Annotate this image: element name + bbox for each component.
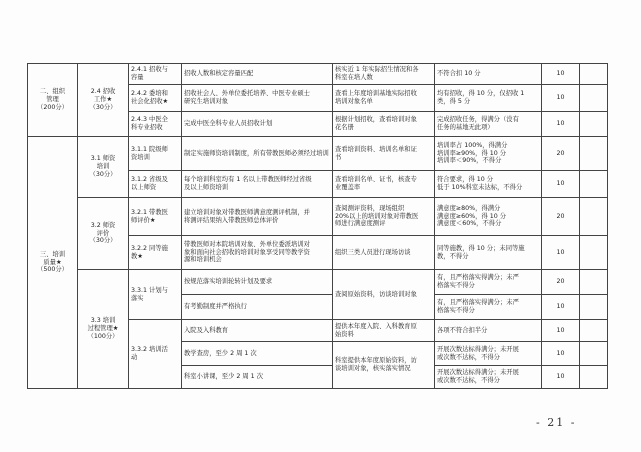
standard-text: 完成招收任务，得满分（没有 任务的基地无此项） (435, 112, 542, 137)
method-text: 根据计划招收，查看培训对象 花名册 (333, 112, 435, 137)
standard-text: 开展次数达标得满分；未开展 或次数不达标，不得分 (435, 366, 542, 389)
method-text: 查看培训名单、证书，核查专 业覆盖率 (333, 171, 435, 198)
score-value: 10 (542, 320, 580, 342)
item-name: 2.4.2 委培和 社会化招收★ (129, 85, 182, 112)
item-name: 3.1.2 省级及 以上师资 (129, 171, 182, 198)
score-value: 10 (542, 342, 580, 366)
score-value: 10 (542, 85, 580, 112)
standard-text: 均有招收，得 10 分，仅招收 1 类，得 5 分 (435, 85, 542, 112)
item-name: 3.2.1 带教医 师评价★ (129, 198, 182, 236)
requirement-text: 建立培训对象对带教医师满意度测评机制，并 将测评结果纳入带教医师总体评价 (182, 198, 333, 236)
standard-text: 各项不符合扣半分 (435, 320, 542, 342)
empty-cell (580, 198, 608, 236)
table-row (28, 198, 608, 236)
table-row (28, 64, 608, 85)
method-text: 查看培训资料、培训名单和证 书 (333, 137, 435, 171)
score-value: 20 (542, 137, 580, 171)
score-value: 10 (542, 171, 580, 198)
empty-cell (580, 112, 608, 137)
empty-cell (580, 236, 608, 270)
score-value: 10 (542, 112, 580, 137)
subcategory-teacher-evaluation: 3.2 师资 评价 （30分） (78, 198, 129, 270)
standard-text: 有，且严格落实得满分；未严 格落实不得分 (435, 270, 542, 295)
category-organization: 二、组织 管理 （200分） (28, 64, 78, 137)
empty-cell (580, 85, 608, 112)
standard-text: 开展次数达标得满分；未开展 或次数不达标，不得分 (435, 342, 542, 366)
item-name: 2.4.3 中医全 科专业招收 (129, 112, 182, 137)
standard-text: 符合要求，得 10 分 低于 10%科室未达标，不得分 (435, 171, 542, 198)
score-value: 10 (542, 366, 580, 389)
requirement-text: 按规范落实培训轮转计划及要求 (182, 270, 333, 295)
requirement-text: 带教医师对本院培训对象、外单位委派培训对 象和面向社会招收的培训对象享受同等教学资 源和培训机会 (182, 236, 333, 270)
standard-text: 同等施教，得 10 分；未同等施 教，不得分 (435, 236, 542, 270)
method-text: 核实近 1 年实际招生情况和各 科室在培人数 (333, 64, 435, 85)
requirement-text: 科室小讲课，至少 2 周 1 次 (182, 366, 333, 389)
page-number: - 21 - (536, 416, 577, 429)
method-text: 科室提供本年度原始资料，访 谈培训对象，核实落实情况 (333, 342, 435, 389)
empty-cell (580, 137, 608, 171)
item-name: 3.2.2 同等施 教★ (129, 236, 182, 270)
table-row (28, 270, 608, 295)
requirement-text: 制定实施师资培训制度，所有带教医师必须经过培训 (182, 137, 333, 171)
subcategory-recruitment: 2.4 招收 工作★ （30分） (78, 64, 129, 137)
empty-cell (580, 320, 608, 342)
standard-text: 有，且严格落实得满分；未严 格落实不得分 (435, 295, 542, 320)
item-name: 2.4.1 招收与 容量 (129, 64, 182, 85)
requirement-text: 招收人数和核定容量匹配 (182, 64, 333, 85)
standard-text: 不符合扣 10 分 (435, 64, 542, 85)
requirement-text: 教学查房，至少 2 周 1 次 (182, 342, 333, 366)
empty-cell (580, 342, 608, 366)
method-text: 查阅原始资料，访谈培训对象 (333, 270, 435, 320)
score-value: 10 (542, 236, 580, 270)
subcategory-teacher-training: 3.1 师资 培训 （30分） (78, 137, 129, 198)
requirement-text: 完成中医全科专业人员招收计划 (182, 112, 333, 137)
requirement-text: 每个培训科室均有 1 名以上带教医师经过省级 及以上师资培训 (182, 171, 333, 198)
score-value: 20 (542, 198, 580, 236)
score-value: 10 (542, 295, 580, 320)
score-value: 10 (542, 64, 580, 85)
table-row (28, 137, 608, 171)
empty-cell (580, 171, 608, 198)
empty-cell (580, 366, 608, 389)
item-name: 3.1.1 院级师 资培训 (129, 137, 182, 171)
standard-text: 培训率占 100%，得满分 培训率≥90%，得 10 分 培训率＜90%，不得分 (435, 137, 542, 171)
item-name: 3.3.1 计划与 落实 (129, 270, 182, 320)
method-text: 提供本年度入院、入科教育原 始资料 (333, 320, 435, 342)
empty-cell (580, 64, 608, 85)
score-value: 20 (542, 270, 580, 295)
requirement-text: 入院及入科教育 (182, 320, 333, 342)
empty-cell (580, 270, 608, 295)
requirement-text: 有考勤制度并严格执行 (182, 295, 333, 320)
evaluation-table (27, 63, 608, 389)
method-text: 查看上年度培训基地实际招收 培训对象名单 (333, 85, 435, 112)
method-text: 组织三类人员进行现场访谈 (333, 236, 435, 270)
empty-cell (580, 295, 608, 320)
standard-text: 满意度≥80%，得满分 满意度≥60%，得 10 分 满意度＜60%，不得分 (435, 198, 542, 236)
item-name: 3.3.2 培训活 动 (129, 320, 182, 389)
requirement-text: 招收社会人、外单位委托培养、中医专业硕士 研究生培训对象 (182, 85, 333, 112)
subcategory-training-process: 3.3 培训 过程管理★ （100分） (78, 270, 129, 389)
method-text: 查阅测评资料，现场组织 20%以上的培训对象对带教医 师进行满意度测评 (333, 198, 435, 236)
category-training-quality: 三、培训 质量★ （500分） (28, 137, 78, 389)
